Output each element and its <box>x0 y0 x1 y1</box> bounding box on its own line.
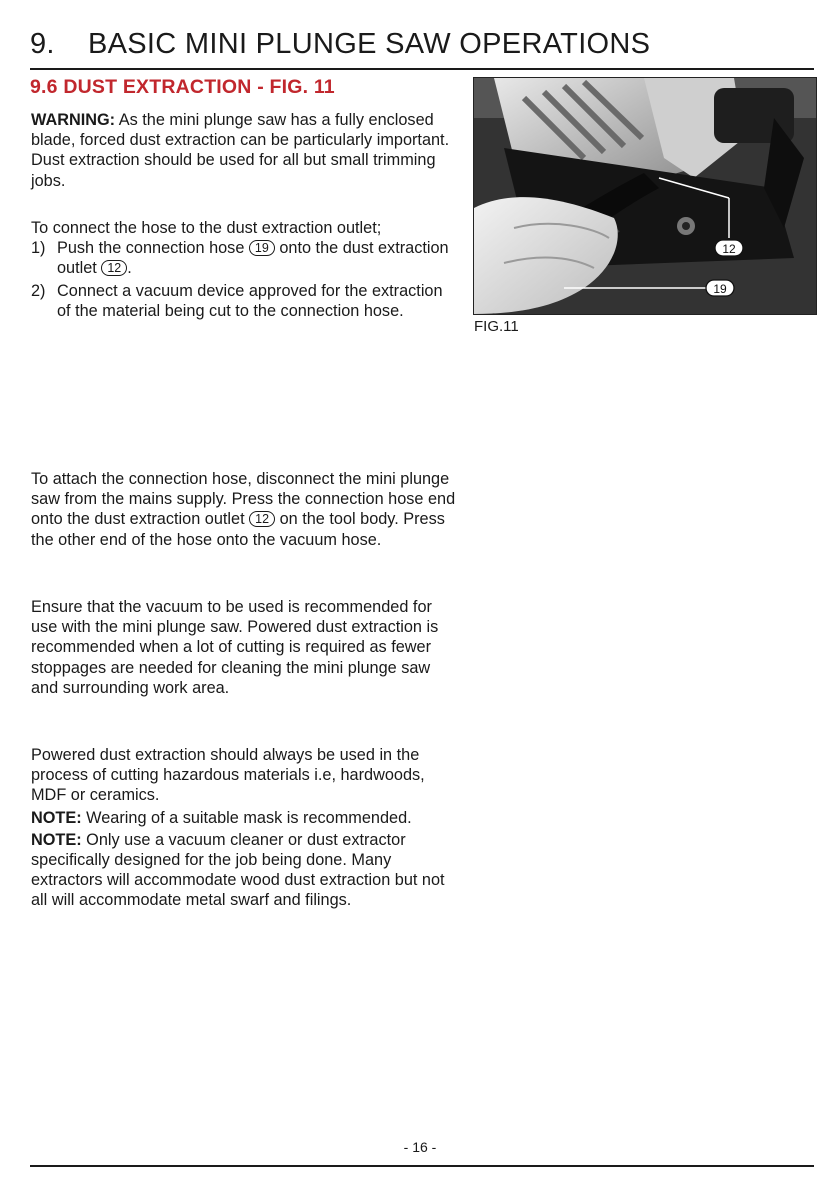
list-item <box>31 281 456 321</box>
note-text: Wearing of a suitable mask is recommended. <box>81 808 412 827</box>
callout-12: 12 <box>249 511 275 527</box>
chapter-heading <box>30 28 650 61</box>
powered-paragraph <box>31 745 451 911</box>
footer-rule <box>30 1165 814 1167</box>
step-text: onto the dust extraction outlet <box>57 239 449 278</box>
powered-text: Powered dust extraction should always be used in the process of cutting hazardous materials i.e, hardwoods, MDF or ceramics. <box>31 746 425 805</box>
header-rule <box>30 68 814 70</box>
warning-text: As the mini plunge saw has a fully enclosed blade, forced dust extraction can be particularly important. Dust extraction should be used for all but small trimming jobs. <box>31 111 450 190</box>
callout-19: 19 <box>249 240 275 256</box>
section-title: 9.6 DUST EXTRACTION - FIG. 11 <box>30 76 335 98</box>
step-text: Connect a vacuum device approved for the extraction of the material being cut to the connection hose. <box>57 281 443 320</box>
page-number: - 16 - <box>403 1139 437 1155</box>
note-2 <box>31 830 451 911</box>
ensure-text: Ensure that the vacuum to be used is recommended for use with the mini plunge saw. Powered dust extraction is recommended when a lot of cutting is required as fewer stoppages are needed for cleaning the mini plunge saw and surrounding work area. <box>31 598 439 697</box>
attach-text: To attach the connection hose, disconnect the mini plunge saw from the mains supply. Press the connection hose end onto the dust extraction outlet <box>31 470 456 529</box>
warning-paragraph <box>31 110 456 191</box>
connect-instructions <box>31 218 456 321</box>
connect-intro: To connect the hose to the dust extraction outlet; <box>31 219 382 237</box>
figure-caption: FIG.11 <box>474 318 519 335</box>
note-label: NOTE: <box>31 808 82 827</box>
figure-callout-12: 12 <box>722 242 736 256</box>
step-text: . <box>127 259 132 278</box>
note-text: Only use a vacuum cleaner or dust extractor specifically designed for the job being done. Many extractors will accommodate wood dust extraction but not all will accommodate metal swarf and filings. <box>31 830 445 910</box>
ensure-paragraph <box>31 597 456 698</box>
warning-label: WARNING: <box>31 111 116 129</box>
callout-12: 12 <box>101 260 127 276</box>
step-text: Push the connection hose <box>57 239 249 258</box>
attach-paragraph <box>31 469 456 550</box>
attach-text: on the tool body. Press the other end of the hose onto the vacuum hose. <box>31 510 445 549</box>
note-1 <box>31 808 451 828</box>
figure-callout-19: 19 <box>713 282 727 296</box>
list-item <box>31 238 456 278</box>
chapter-title: BASIC MINI PLUNGE SAW OPERATIONS <box>88 28 651 60</box>
note-label: NOTE: <box>31 830 82 849</box>
figure-11-photo <box>473 77 817 315</box>
step-number: 2) <box>31 281 46 300</box>
step-number: 1) <box>31 239 46 258</box>
chapter-number: 9. <box>30 28 55 60</box>
plunge-saw-illustration <box>474 78 816 314</box>
